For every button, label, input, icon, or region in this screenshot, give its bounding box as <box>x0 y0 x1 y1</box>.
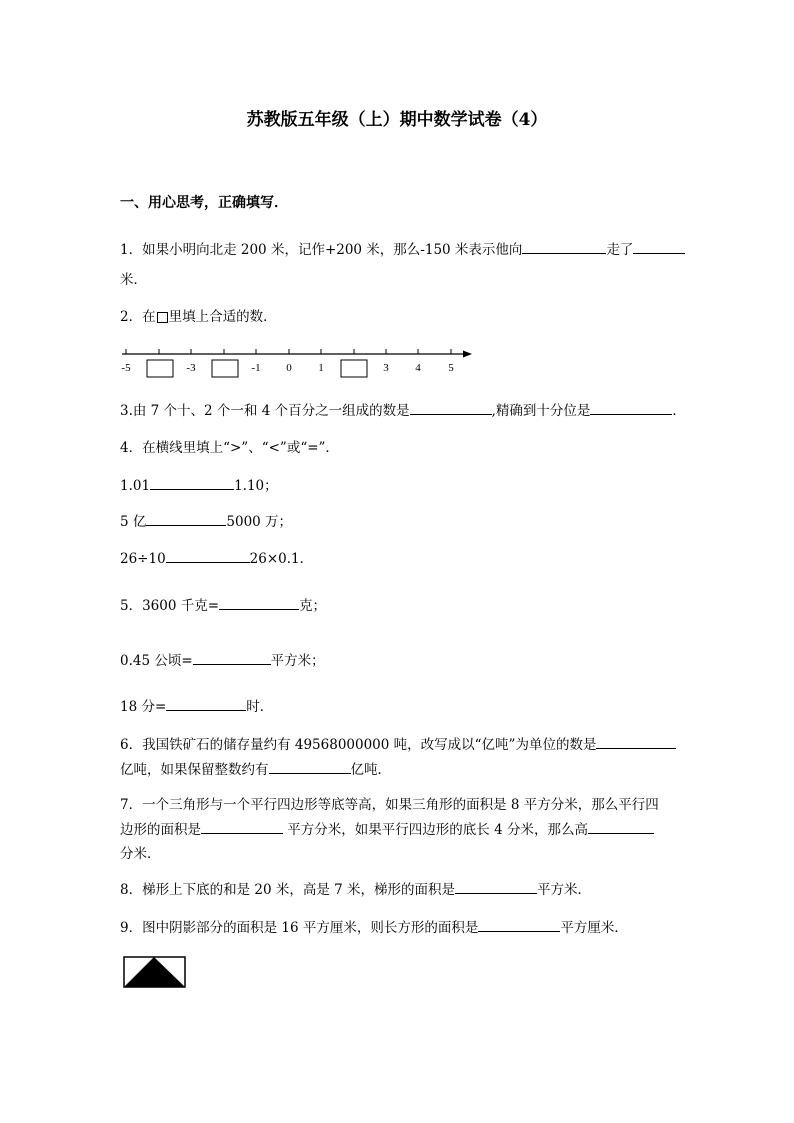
question-7-line-1 <box>120 796 659 814</box>
tick-label: 3 <box>383 362 389 374</box>
question-2-text: 2．在 <box>120 309 156 325</box>
question-6-text: 亿吨，如果保留整数约有 <box>120 762 269 778</box>
question-6-text: 6．我国铁矿石的储存量约有 49568000000 吨，改写成以“亿吨”为单位的数是 <box>120 737 597 753</box>
answer-blank[interactable] <box>588 820 654 834</box>
expression-left: 26÷10 <box>120 551 166 567</box>
answer-blank[interactable] <box>633 240 685 254</box>
answer-blank[interactable] <box>219 596 299 610</box>
answer-blank[interactable] <box>146 512 226 526</box>
expression-right: 1.10； <box>234 478 278 494</box>
answer-blank[interactable] <box>150 476 234 490</box>
question-3-text: 3.由 7 个十、2 个一和 4 个百分之一组成的数是 <box>120 403 410 419</box>
question-8 <box>120 880 591 899</box>
expression-left: 1.01 <box>120 478 151 494</box>
section-heading-1: 一、用心思考，正确填写． <box>120 195 288 211</box>
tick-label: 0 <box>286 362 292 374</box>
question-9-text: 平方厘米． <box>560 920 628 936</box>
answer-blank[interactable] <box>522 240 606 254</box>
answer-blank[interactable] <box>166 697 246 711</box>
tick-label: 4 <box>415 362 421 374</box>
number-line-arrow <box>463 351 472 358</box>
question-3-text: ． <box>672 403 686 419</box>
page-title: 苏教版五年级（上）期中数学试卷（4） <box>246 110 548 130</box>
question-4-a <box>120 476 278 495</box>
conversion-right: 时． <box>246 699 274 715</box>
answer-blank[interactable] <box>596 735 676 749</box>
question-7-line-3 <box>120 845 161 863</box>
answer-blank[interactable] <box>193 651 271 665</box>
question-5-c <box>120 697 273 716</box>
answer-blank[interactable] <box>269 760 351 774</box>
conversion-right: 平方米； <box>270 653 325 669</box>
question-6-text: 亿吨． <box>350 762 391 778</box>
answer-blank[interactable] <box>455 880 537 894</box>
question-9 <box>120 918 628 937</box>
question-1-line-2 <box>120 271 147 289</box>
rectangle-with-shaded-triangle <box>123 956 187 988</box>
conversion-left: 5．3600 千克= <box>120 598 220 614</box>
question-8-text: 平方米． <box>537 882 592 898</box>
question-4-text: 4．在横线里填上“>”、“<”或“=”． <box>120 440 339 456</box>
question-6-line-2 <box>120 760 391 779</box>
tick-label: -3 <box>186 362 196 374</box>
question-1-line-1 <box>120 240 685 259</box>
question-5-b <box>120 651 325 670</box>
conversion-right: 克； <box>299 598 327 614</box>
question-5-a <box>120 596 326 615</box>
answer-box[interactable] <box>212 360 238 377</box>
question-4 <box>120 439 339 457</box>
answer-blank[interactable] <box>590 401 672 415</box>
expression-left: 5 亿 <box>120 514 147 530</box>
question-9-text: 9．图中阴影部分的面积是 16 平方厘米，则长方形的面积是 <box>120 920 479 936</box>
answer-blank[interactable] <box>166 549 250 563</box>
question-3 <box>120 401 686 420</box>
question-7-text: 7．一个三角形与一个平行四边形等底等高，如果三角形的面积是 8 平方分米，那么平行四 <box>120 797 659 813</box>
question-2 <box>120 308 277 326</box>
question-6-line-1 <box>120 735 676 754</box>
tick-label: 1 <box>318 362 324 374</box>
question-7-text: 分米． <box>120 846 161 862</box>
number-line <box>118 340 478 380</box>
question-7-line-2 <box>120 820 654 839</box>
conversion-left: 0.45 公顷= <box>120 653 193 669</box>
question-4-b <box>120 512 292 531</box>
question-2-text: 里填上合适的数． <box>168 309 277 325</box>
expression-right: 5000 万； <box>226 514 293 530</box>
answer-box[interactable] <box>147 360 173 377</box>
tick-label: -5 <box>121 362 131 374</box>
question-8-text: 8．梯形上下底的和是 20 米，高是 7 米，梯形的面积是 <box>120 882 456 898</box>
question-7-text: 平方分米，如果平行四边形的底长 4 分米，那么高 <box>283 822 588 838</box>
conversion-left: 18 分= <box>120 699 167 715</box>
answer-blank[interactable] <box>201 820 283 834</box>
question-1-text: 走了 <box>606 242 634 258</box>
question-3-text: ,精确到十分位是 <box>491 403 591 419</box>
tick-label: -1 <box>251 362 261 374</box>
box-symbol <box>157 312 168 323</box>
expression-right: 26×0.1． <box>249 551 314 567</box>
tick-label: 5 <box>448 362 454 374</box>
question-1-text: 米． <box>120 272 147 288</box>
question-7-text: 边形的面积是 <box>120 822 201 838</box>
answer-blank[interactable] <box>410 401 492 415</box>
answer-box[interactable] <box>341 360 367 377</box>
question-4-c <box>120 549 313 568</box>
answer-blank[interactable] <box>478 918 560 932</box>
question-1-text: 1．如果小明向北走 200 米，记作+200 米，那么-150 米表示他向 <box>120 242 523 258</box>
